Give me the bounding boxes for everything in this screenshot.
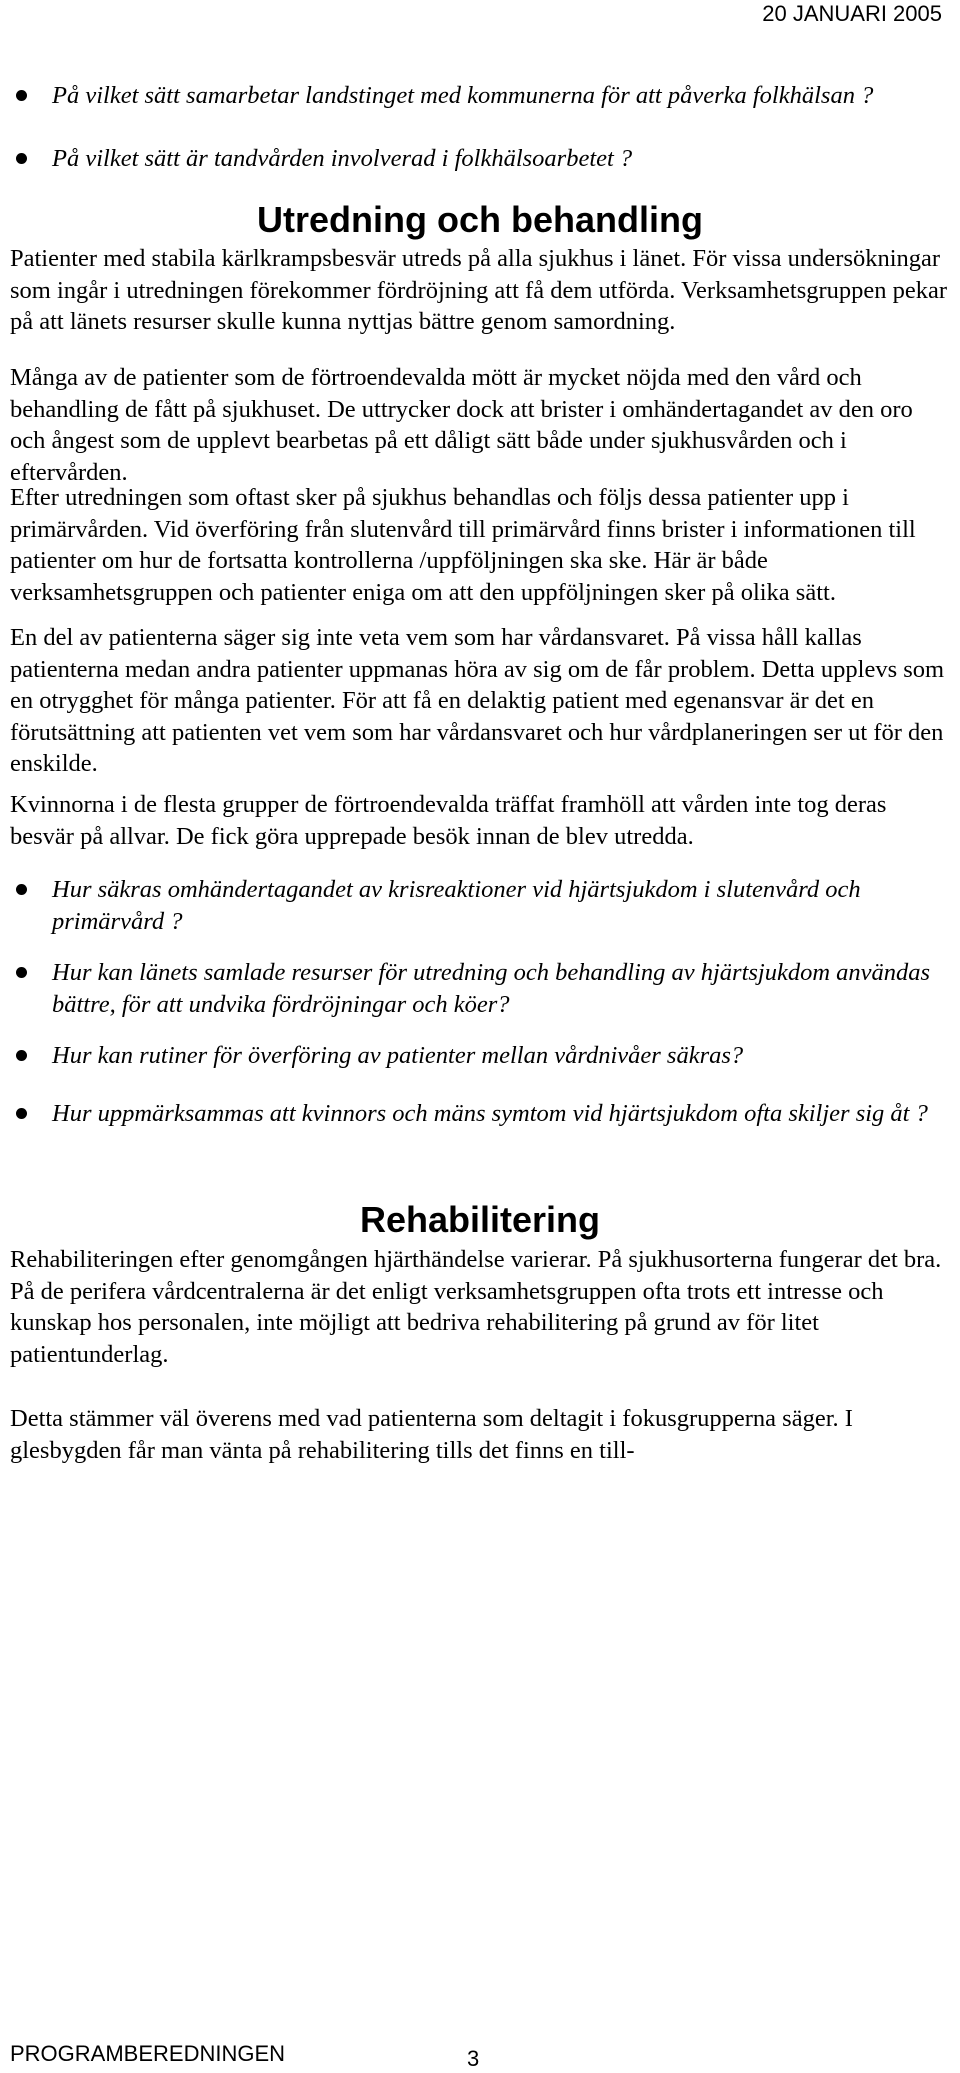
- paragraph: Detta stämmer väl överens med vad patienterna som deltagit i fokusgrupperna säger. I glesbygden får man vänta på rehabilitering tills det finns en till-: [10, 1405, 853, 1464]
- list-item: [10, 143, 950, 175]
- bullet-icon: [16, 153, 27, 164]
- paragraph: Patienter med stabila kärlkrampsbesvär utreds på alla sjukhus i länet. För vissa undersökningar som ingår i utredningen förekommer fördröjning att få dem utförda. Verksamhetsgruppen pekar på att länets resurser skulle kunna nyttjas bättre genom samordning.: [10, 245, 948, 336]
- list-item: [10, 1098, 950, 1130]
- list-item: [10, 957, 950, 1020]
- list-item-text: På vilket sätt är tandvården involverad i folkhälsoarbetet ?: [52, 145, 633, 172]
- list-item-text: Hur kan rutiner för överföring av patienter mellan vårdnivåer säkras?: [52, 1042, 744, 1069]
- list-item-text: Hur säkras omhändertagandet av krisreaktioner vid hjärtsjukdom i slutenvård och primärvård ?: [52, 876, 861, 935]
- bullet-icon: [16, 90, 27, 101]
- bullet-icon: [16, 1108, 27, 1119]
- section-heading-rehabilitering: Rehabilitering: [359, 1199, 601, 1240]
- bullet-icon: [16, 1050, 27, 1061]
- bullet-icon: [16, 884, 27, 895]
- list-item-text: Hur uppmärksammas att kvinnors och mäns symtom vid hjärtsjukdom ofta skiljer sig åt ?: [52, 1100, 928, 1127]
- paragraph: Rehabiliteringen efter genomgången hjärthändelse varierar. På sjukhusorterna fungerar det bra. På de perifera vårdcentralerna är det enligt verksamhetsgruppen ofta trots ett intresse och kunskap hos personalen, inte möjligt att bedriva rehabilitering på grund av för litet patientunderlag.: [10, 1246, 942, 1368]
- list-item: [10, 874, 950, 937]
- header-date: 20 JANUARI 2005: [762, 1, 942, 26]
- section-heading-utredning: Utredning och behandling: [257, 199, 703, 240]
- paragraph: Efter utredningen som oftast sker på sjukhus behandlas och följs dessa patienter upp i primärvården. Vid överföring från slutenvård till primärvård finns brister i informationen till patienter om hur de fortsatta kontrollerna /uppföljningen ska ske. Här är både verksamhetsgruppen och patienter eniga om att den uppföljningen sker på olika sätt.: [10, 484, 916, 606]
- footer-organization: PROGRAMBEREDNINGEN: [10, 2041, 286, 2066]
- paragraph: Många av de patienter som de förtroendevalda mött är mycket nöjda med den vård och behandling de fått på sjukhuset. De uttrycker dock att brister i omhändertagandet av den oro och ångest som de upplevt bearbetas på ett dåligt sätt både under sjukhusvården och i eftervården.: [10, 364, 913, 486]
- paragraph: En del av patienterna säger sig inte veta vem som har vårdansvaret. På vissa håll kallas patienterna medan andra patienter uppmanas höra av sig om de får problem. Detta upplevs som en otrygghet för många patienter. För att få en delaktig patient med egenansvar är det en förutsättning att patienten vet vem som har vårdansvaret och hur vårdplaneringen ser ut för den enskilde.: [10, 624, 945, 778]
- paragraph: Kvinnorna i de flesta grupper de förtroendevalda träffat framhöll att vården inte tog deras besvär på allvar. De fick göra upprepade besök innan de blev utredda.: [10, 791, 887, 850]
- list-item-text: På vilket sätt samarbetar landstinget med kommunerna för att påverka folkhälsan ?: [52, 82, 874, 109]
- list-item-text: Hur kan länets samlade resurser för utredning och behandling av hjärtsjukdom användas bättre, för att undvika fördröjningar och köer?: [52, 959, 931, 1018]
- list-item: [10, 80, 950, 112]
- list-item: [10, 1040, 950, 1072]
- page-number: 3: [467, 2046, 480, 2071]
- bullet-icon: [16, 967, 27, 978]
